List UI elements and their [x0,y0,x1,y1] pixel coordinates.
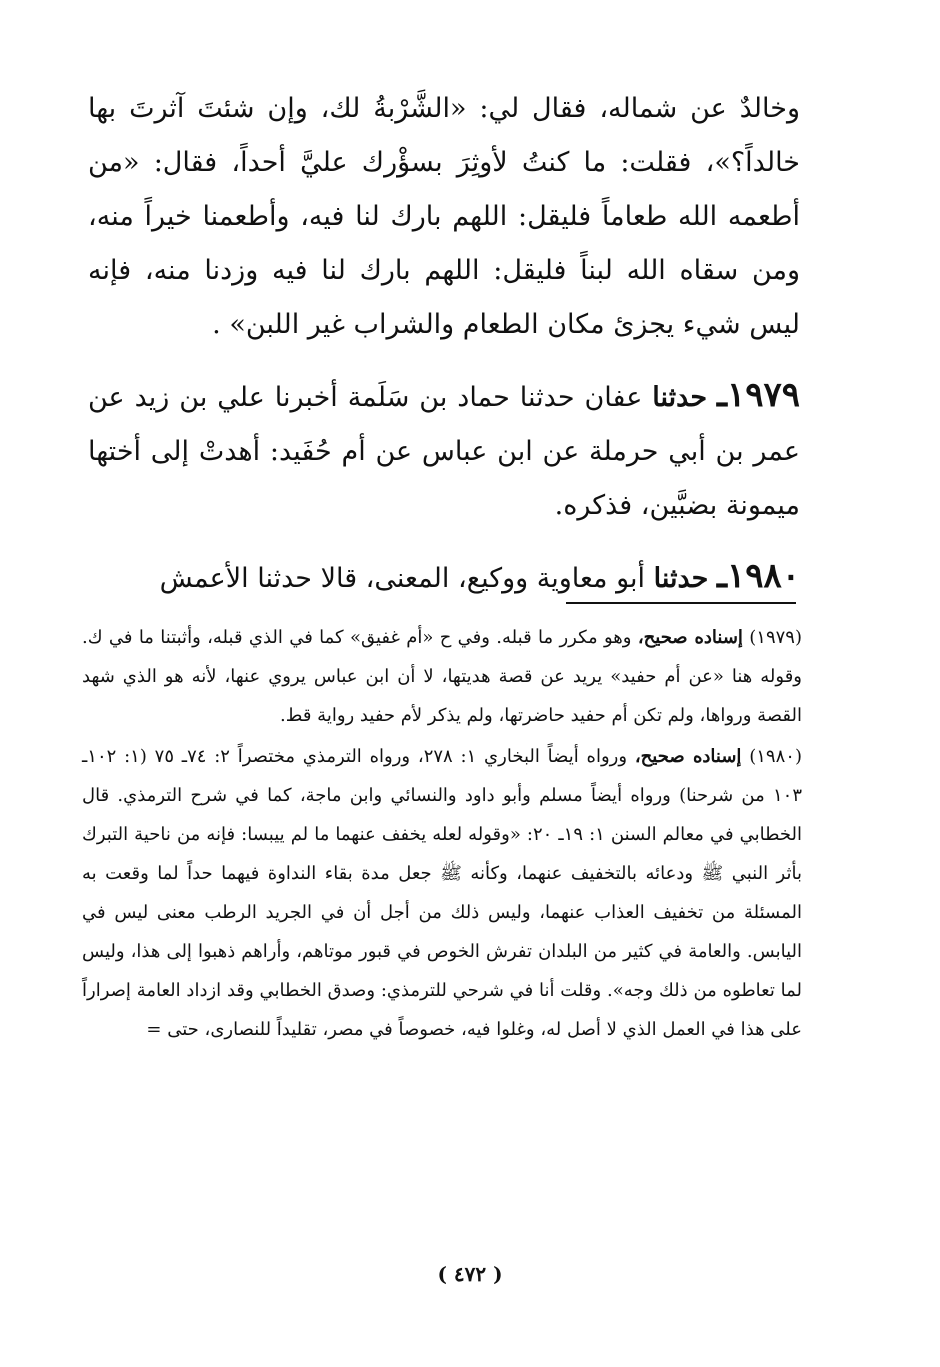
hadith-text: عفان حدثنا حماد بن سَلَمة أخبرنا علي بن زيد عن عمر بن أبي حرملة عن ابن عباس عن أم حُفَيد: أهدتْ إلى أختها ميمونة بضبَّين، فذكره. [88,382,800,521]
footnote-text: وهو مكرر ما قبله. وفي ح «أم غفيق» كما في الذي قبله، وأثبتنا ما في ك. وقوله هنا «عن أم حفيد» يريد عن قصة هديتها، لا أن ابن عباس يروي عنها، لأنه هو الذي شهد القصة ورواها، ولم تكن أم حفيد حاضرتها، ولم يذكر لأم حفيد رواية قط. [82,627,802,726]
hadith-keyword: حدثنا [652,382,708,413]
footnote-ref: (١٩٨٠) [749,746,802,767]
hadith-number: ١٩٧٩ـ [716,375,800,415]
hadith-1980 [88,549,800,606]
footnote-keyword: إسناده صحيح، [634,746,742,767]
footnote-ref: (١٩٧٩) [749,627,802,648]
hadith-keyword: حدثنا [653,563,709,594]
footnote-text: ورواه أيضاً البخاري ١: ٢٧٨، ورواه الترمذي مختصراً ٢: ٧٤ـ ٧٥ (١: ١٠٢ـ ١٠٣ من شرحنا) ورواه أيضاً مسلم وأبو داود والنسائي وابن ماجة، كما في شرح الترمذي. قال الخطابي في معالم السنن ١: ١٩ـ ٢٠: «وقوله لعله يخفف عنهما ما لم ييبسا: فإنه من ناحية التبرك بأثر النبي ﷺ ودعائه بالتخفيف عنهما، وكأنه ﷺ جعل مدة بقاء النداوة فيهما حداً لما وقعت به المسئلة من تخفيف العذاب عنهما، وليس ذلك من أجل أن في الجريد الرطب معنى ليس في اليابس. والعامة في كثير من البلدان تفرش الخوص في قبور موتاهم، وأراهم ذهبوا إلى هذا، وليس لما تعاطوه من ذلك وجه». وقلت أنا في شرحي للترمذي: وصدق الخطابي وقد ازداد العامة إصراراً على هذا في العمل الذي لا أصل له، وغلوا فيه، خصوصاً في مصر، تقليداً للنصارى، حتى = [82,746,803,1040]
hadith-number: ١٩٨٠ـ [716,556,800,596]
main-text [88,82,800,606]
footnotes [82,618,802,1049]
footnote-1980 [82,737,802,1049]
page-number: ( ٤٧٢ ) [437,1262,503,1286]
footnote-keyword: إسناده صحيح، [637,627,743,648]
footnote-1979 [82,618,802,735]
hadith-1979 [88,368,800,533]
hadith-text: أبو معاوية ووكيع، المعنى، قالا حدثنا الأعمش [159,563,646,594]
paragraph-continuation [88,82,800,352]
footnote-separator [566,602,796,604]
paragraph-text: وخالدٌ عن شماله، فقال لي: «الشَّرْبةُ لك، وإن شئتَ آثرتَ بها خالداً؟»، فقلت: ما كنتُ لأوثِرَ بسؤْرك عليَّ أحداً، فقال: «من أطعمه الله طعاماً فليقل: اللهم بارك لنا فيه، وأطعمنا خيراً منه، ومن سقاه الله لبناً فليقل: اللهم بارك لنا فيه وزدنا منه، فإنه ليس شيء يجزئ مكان الطعام والشراب غير اللبن» . [88,93,800,340]
